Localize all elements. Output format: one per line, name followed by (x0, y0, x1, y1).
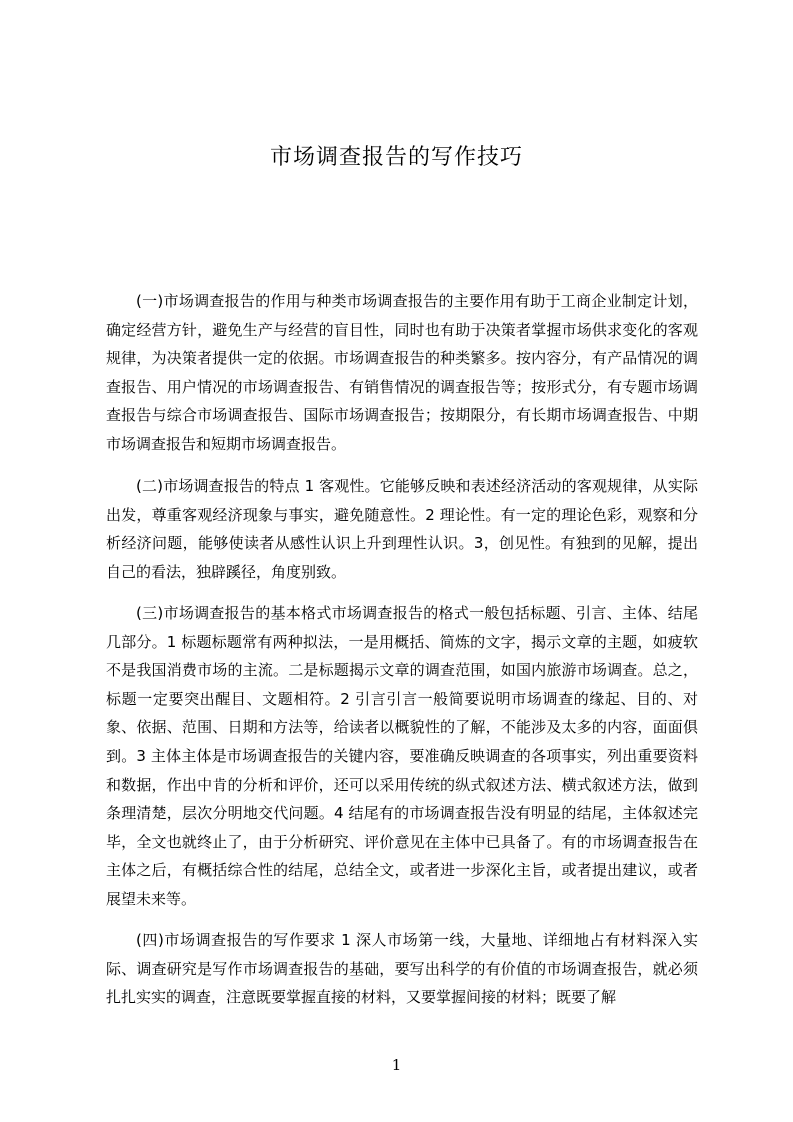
page-title: 市场调查报告的写作技巧 (269, 145, 523, 170)
paragraph-writing-requirements: (四)市场调查报告的写作要求 1 深人市场第一线，大量地、详细地占有材料深入实际、调查研究是写作市场调查报告的基础，要写出科学的有价值的市场调查报告，就必须扎扎实实的调查，注意既要掌握直接的材料，又要掌握间接的材料；既要了解 (106, 931, 698, 1007)
page-number: 1 (391, 1056, 402, 1074)
paragraph-characteristics: (二)市场调查报告的特点 1 客观性。它能够反映和表述经济活动的客观规律，从实际出发，尊重客观经济现象与事实，避免随意性。2 理论性。有一定的理论色彩，观察和分析经济问题，能够使读者从感性认识上升到理性认识。3，创见性。有独到的见解，提出自己的看法，独辟蹊径，角度别致。 (106, 477, 698, 581)
paragraph-role-and-types: (一)市场调查报告的作用与种类市场调查报告的主要作用有助于工商企业制定计划，确定经营方针，避免生产与经营的盲目性，同时也有助于决策者掌握市场供求变化的客观规律，为决策者提供一定的依据。市场调查报告的种类繁多。按内容分，有产品情况的调查报告、用户情况的市场调查报告、有销售情况的调查报告等；按形式分，有专题市场调查报告与综合市场调查报告、国际市场调查报告；按期限分，有长期市场调查报告、中期市场调查报告和短期市场调查报告。 (106, 292, 698, 453)
paragraph-basic-format: (三)市场调查报告的基本格式市场调查报告的格式一般包括标题、引言、主体、结尾几部分。1 标题标题常有两种拟法，一是用概括、简炼的文字，揭示文章的主题，如疲软不是我国消费市场的主流。二是标题揭示文章的调查范围，如国内旅游市场调查。总之，标题一定要突出醒目、文题相符。2 引言引言一般简要说明市场调查的缘起、目的、对象、依据、范围、日期和方法等，给读者以概貌性的了解，不能涉及太多的内容，面面俱到。3 主体主体是市场调查报告的关键内容，要准确反映调查的各项事实，列出重要资料和数据，作出中肯的分析和评价，还可以采用传统的纵式叙述方法、横式叙述方法，做到条理清楚，层次分明地交代问题。4 结尾有的市场调查报告没有明显的结尾，主体叙述完毕，全文也就终止了，由于分析研究、评价意见在主体中已具备了。有的市场调查报告在主体之后，有概括综合性的结尾，总结全文，或者进一步深化主旨，或者提出建议，或者展望未来等。 (106, 604, 698, 908)
